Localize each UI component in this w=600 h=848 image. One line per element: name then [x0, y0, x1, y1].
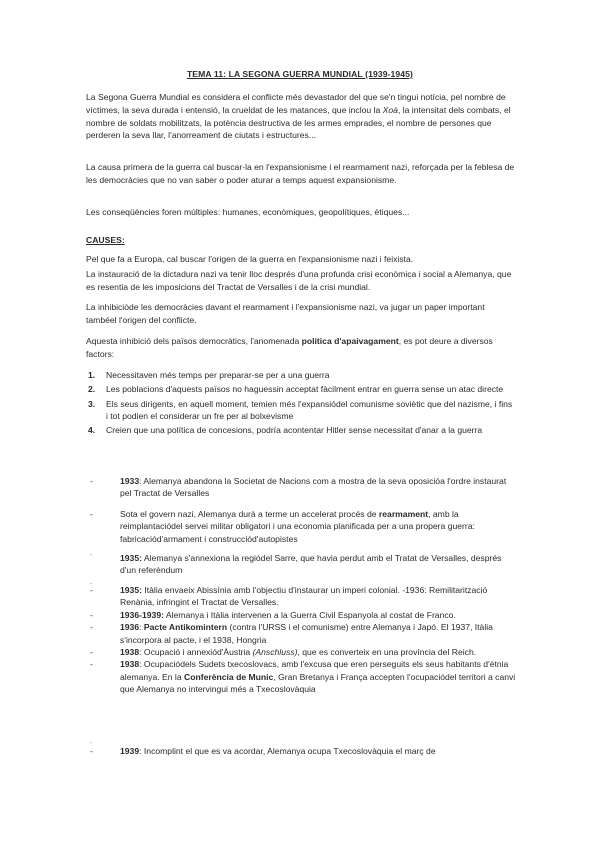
dash-marker: - [90, 746, 93, 756]
list-item [86, 369, 516, 381]
causes-paragraph-3 [86, 301, 516, 327]
events-list-d [86, 584, 516, 696]
munich-conference-term: Conferència de Munic [184, 671, 274, 682]
list-item-text: Les poblacions d'aquests països no haguessin acceptat fàcilment entrar en guerra sense un atac directe [106, 384, 504, 395]
list-item [86, 621, 516, 646]
causes-paragraph-2 [86, 268, 516, 294]
list-number: 3. [88, 398, 96, 409]
rearmament-term: rearmament [378, 509, 429, 519]
event-text-cont: , Gran Bretanya i França accepten l'ocupaciódel territori a canvi que Alemanya no intervingui més a Txecoslovàquia [120, 671, 516, 695]
list-item [86, 646, 516, 658]
intro-paragraph-2 [86, 161, 516, 187]
list-item [86, 609, 516, 621]
list-item [86, 745, 516, 757]
dash-marker: - [90, 659, 93, 670]
event-text: (contra l'URSS i el comunisme) entre Alemanya i Japó. El 1937, Itàlia s'incorpora al pacte, i el 1938, Hongria [120, 622, 493, 645]
events-list-a [86, 475, 516, 500]
appeasement-term: política d'apaivagament [301, 336, 399, 346]
causes-text-1: Pel que fa a Europa, cal buscar l'origen de la guerra en l'expansionisme nazi i feixista. [86, 254, 414, 264]
list-item [86, 658, 516, 695]
event-text: : Ocupaciódels Sudets txecoslovacs, amb l'excusa que eren perseguits els seus habitants d'ètnia alemanya. En la [120, 659, 509, 682]
intro-consequences-text: Les conseqüències foren múltiples: humanes, econòmiques, geopolítiques, ètiques... [86, 207, 410, 217]
intro-cause-text: La causa primera de la guerra cal buscar-la en l'expansionisme i el rearmament nazi, reforçada per la feblesa de les democràcies que no van saber o poder aturar a temps aquest expansionisme. [86, 162, 515, 185]
list-item [86, 424, 516, 436]
event-year: 1935: [120, 553, 142, 563]
intro-text: La Segona Guerra Mundial es considera el conflicte més devastador del que se'n tingui notícia, pel nombre de víctimes, la seva durada i entensió, la crueldat de les matances, que inclou la [86, 92, 506, 115]
event-year: 1936 [120, 622, 140, 633]
stray-dot: . [90, 577, 93, 586]
causes-heading: CAUSES: [86, 235, 125, 245]
event-sep: : [139, 622, 144, 633]
list-item-text: Necessitaven més temps per preparar-se per a una guerra [106, 370, 330, 380]
list-number: 4. [88, 425, 96, 436]
intro-text-cont: , la intensitat dels combats, el nombre de soldats mobilitzats, la potència destructiva de les armes emprades, el nombre de persones que perderen la seva llar, l'anorreament de ciutats i estructures... [86, 104, 511, 141]
dash-marker: - [90, 622, 93, 633]
event-year: 1939 [120, 746, 140, 756]
event-text: Sota el govern nazi, Alemanya durà a terme un accelerat procés de [120, 509, 379, 519]
intro-paragraph-3 [86, 206, 516, 219]
event-text: : Ocupació i annexiód'Àustria [139, 647, 253, 658]
list-item [86, 383, 516, 395]
stray-dot: . [90, 548, 93, 557]
list-number: 1. [88, 370, 96, 380]
causes-text-2: La instauració de la dictadura nazi va tenir lloc després d'una profunda crisi econòmica i social a Alemanya, que es resentia de les imposicions del Tractat de Versalles i de la crisi mundial. [86, 269, 512, 292]
pact-name: Pacte Antikomintern [143, 622, 228, 633]
dash-marker: - [90, 585, 93, 595]
list-number: 2. [88, 384, 96, 395]
page-title: TEMA 11: LA SEGONA GUERRA MUNDIAL (1939-1945) [186, 69, 414, 79]
causes-paragraph-1 [86, 253, 516, 266]
events-list-b [86, 508, 516, 545]
event-year: 1933 [120, 476, 140, 486]
list-item [86, 552, 516, 577]
list-item [86, 398, 516, 423]
dash-marker: - [90, 647, 93, 658]
events-list-c [86, 552, 516, 577]
list-item-text: Els seus dirigents, en aquell moment, temien més l'expansiódel comunisme soviètic que del nazisme, i fins i tot podien el considerar un fre per al bolxevisme [106, 398, 513, 421]
intro-paragraph-1 [86, 91, 516, 142]
intro-emphasis: Xoà [382, 104, 398, 115]
event-year: 1938 [120, 647, 140, 658]
list-item [86, 584, 516, 609]
event-text: : Incomplint el que es va acordar, Alemanya ocupa Txecoslovàquia el març de [139, 746, 436, 756]
factors-list [86, 369, 516, 438]
event-text-cont: , que es converteix en una província del Reich. [297, 647, 477, 658]
events-list-e [86, 745, 516, 757]
list-item-text: Creien que una política de concesions, podría acontentar Hitler sense necessitat d'anar a la guerra [106, 425, 483, 436]
anschluss-term: (Anschluss) [252, 647, 298, 658]
dash-marker: - [90, 476, 93, 486]
event-text: Alemanya s'annexiona la regiódel Sarre, que havia perdut amb el Tratat de Versalles, després d'un referèndum [120, 553, 502, 576]
event-text: Itàlia envaeix Abissínia amb l'objectiu d'instaurar un imperi colonial. -1936: Remilitarització Renània, infringint el Tractat de Versalles. [120, 585, 488, 608]
stray-dot: . [90, 736, 93, 745]
list-item [86, 508, 516, 545]
dash-marker: - [90, 509, 93, 519]
list-item [86, 475, 516, 500]
causes-text-3: La inhibiciòde les democràcies davant el rearmament i l'expansionisme nazi, va jugar un paper important tambéel l'origen del conflicte. [86, 302, 485, 325]
event-text: : Alemanya abandona la Societat de Nacions com a mostra de la seva oposicióa l'ordre instaurat pel Tractat de Versalles [120, 476, 507, 499]
event-year: 1935: [120, 585, 142, 595]
causes-text-4: Aquesta inhibició dels països democràtics, l'anomenada [86, 336, 302, 346]
event-text-cont: , amb la reimplantaciódel servei militar obligatori i una economia planificada per a una propera guerra: fabricaciód'armament i construcciód'autopistes [120, 509, 475, 544]
causes-paragraph-4 [86, 335, 516, 361]
causes-text-4-cont: , es pot deure a diversos factors: [86, 336, 493, 359]
event-text: Alemanya i Itàlia intervenen a la Guerra Civil Espanyola al costat de Franco. [163, 609, 456, 620]
event-year: 1938 [120, 659, 140, 670]
event-year: 1936-1939: [120, 609, 164, 620]
dash-marker: - [90, 609, 93, 620]
